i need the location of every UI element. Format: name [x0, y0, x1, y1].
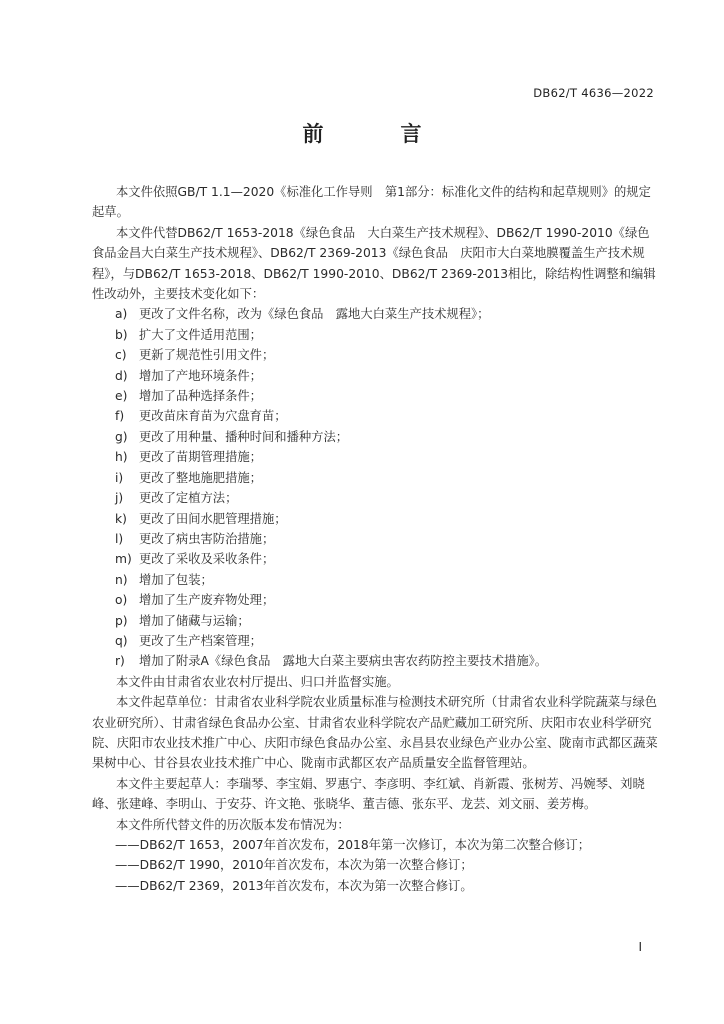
list-marker: d): [115, 368, 128, 383]
list-marker: i): [115, 470, 124, 485]
history-item: ——DB62/T 1990，2010年首次发布，本次为第一次整合修订；: [115, 858, 473, 873]
list-marker: b): [115, 327, 128, 342]
list-item-text: 增加了品种选择条件；: [139, 389, 262, 404]
list-item: [92, 386, 658, 406]
list-marker: h): [115, 450, 128, 465]
list-item: [92, 590, 658, 610]
list-item: [92, 611, 658, 631]
list-marker: p): [115, 613, 128, 628]
page-title: 前 言: [302, 122, 450, 146]
list-item: [92, 549, 658, 569]
list-item: [92, 345, 658, 365]
list-marker: q): [115, 633, 128, 648]
list-marker: m): [115, 552, 132, 567]
list-item-text: 增加了产地环境条件；: [139, 368, 262, 383]
list-item: [92, 509, 658, 529]
closing-paragraph: 本文件主要起草人：李瑞琴、李宝娟、罗惠宁、李彦明、李红斌、肖新霞、张树芳、冯婉琴、刘晓峰、张建峰、李明山、于安芬、许文艳、张晓华、董吉德、张东平、龙芸、刘文丽、姜芳梅。: [92, 776, 645, 812]
list-item-text: 增加了储藏与运输；: [139, 613, 250, 628]
list-marker: l): [115, 531, 124, 546]
list-item-text: 增加了包装；: [139, 572, 213, 587]
list-item: [92, 325, 658, 345]
list-item-text: 更改了采收及采收条件；: [139, 552, 275, 567]
list-item-text: 更改了病虫害防治措施；: [139, 531, 275, 546]
list-item: [92, 366, 658, 386]
list-item: [92, 406, 658, 426]
list-item-text: 更改了苗期管理措施；: [139, 450, 262, 465]
list-item-text: 更改了定植方法；: [139, 491, 238, 506]
intro-paragraph: 本文件依照GB/T 1.1—2020《标准化工作导则 第1部分：标准化文件的结构和起草规则》的规定起草。: [92, 185, 651, 220]
list-item: [92, 427, 658, 447]
list-item-text: 更改了文件名称，改为《绿色食品 露地大白菜生产技术规程》；: [139, 307, 490, 322]
list-marker: e): [115, 389, 128, 404]
list-marker: n): [115, 572, 128, 587]
list-item-text: 增加了生产废弃物处理；: [139, 593, 275, 608]
list-item: [92, 447, 658, 467]
closing-paragraph: 本文件所代替文件的历次版本发布情况为：: [116, 817, 350, 832]
intro-paragraph: 本文件代替DB62/T 1653-2018《绿色食品 大白菜生产技术规程》、DB62/T 1990-2010《绿色食品金昌大白菜生产技术规程》、DB62/T 2369-2013《绿色食品 庆阳市大白菜地膜覆盖生产技术规程》，与DB62/T 1653-2018、DB62/T 1990-2010、DB62/T 2369-2013相比，除结构性调整和编辑性改动外，主要技术变化如下：: [92, 225, 656, 302]
list-marker: a): [115, 307, 128, 322]
list-marker: f): [115, 409, 125, 424]
list-item-text: 更改苗床育苗为穴盘育苗；: [139, 409, 287, 424]
list-item: [92, 529, 658, 549]
list-item-text: 更改了田间水肥管理措施；: [139, 511, 287, 526]
list-marker: c): [115, 348, 127, 363]
list-marker: j): [115, 491, 124, 506]
closing-paragraph: 本文件由甘肃省农业农村厅提出、归口并监督实施。: [116, 674, 399, 689]
document-body: [92, 182, 658, 896]
list-item-text: 扩大了文件适用范围；: [139, 327, 262, 342]
list-item: [92, 570, 658, 590]
list-item-text: 更改了整地施肥措施；: [139, 470, 262, 485]
list-item-text: 更改了生产档案管理；: [139, 633, 262, 648]
list-item: [92, 304, 658, 324]
list-item: [92, 488, 658, 508]
list-item: [92, 651, 658, 671]
list-item: [92, 468, 658, 488]
list-marker: k): [115, 511, 127, 526]
list-item-text: 更新了规范性引用文件；: [139, 348, 275, 363]
list-item-text: 增加了附录A《绿色食品 露地大白菜主要病虫害农药防控主要技术措施》。: [139, 654, 548, 669]
closing-paragraph: 本文件起草单位：甘肃省农业科学院农业质量标准与检测技术研究所（甘肃省农业科学院蔬菜与绿色农业研究所）、甘肃省绿色食品办公室、甘肃省农业科学院农产品贮藏加工研究所、庆阳市农业科学研究院、庆阳市农业技术推广中心、庆阳市绿色食品办公室、永昌县农业绿色产业办公室、陇南市武都区蔬菜果树中心、甘谷县农业技术推广中心、陇南市武都区农产品质量安全监督管理站。: [92, 695, 658, 771]
history-item: ——DB62/T 1653，2007年首次发布，2018年第一次修订，本次为第二次整合修订；: [115, 838, 591, 852]
changes-list: [92, 304, 658, 671]
list-item: [92, 631, 658, 651]
history-item: ——DB62/T 2369，2013年首次发布，本次为第一次整合修订。: [115, 878, 473, 893]
list-item-text: 更改了用种量、播种时间和播种方法；: [139, 429, 349, 444]
list-marker: r): [115, 654, 125, 669]
list-marker: o): [115, 593, 128, 608]
list-marker: g): [115, 429, 128, 444]
page-number: I: [638, 940, 642, 954]
standard-code: DB62/T 4636—2022: [533, 86, 654, 100]
